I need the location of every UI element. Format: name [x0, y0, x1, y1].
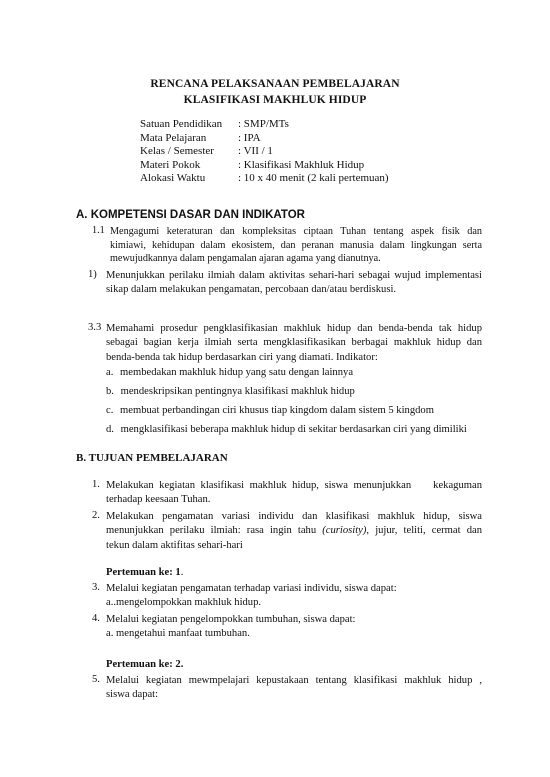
- objective-4-text: [106, 613, 355, 642]
- objective-1-text: [106, 479, 482, 508]
- text-line: a. mengetahui manfaat tumbuhan.: [106, 628, 250, 640]
- section-a-heading: A. KOMPETENSI DASAR DAN INDIKATOR: [76, 209, 305, 221]
- objective-3-text: [106, 582, 397, 611]
- indicator-list-item: [106, 366, 353, 380]
- meeting-dot: .: [180, 567, 184, 578]
- italic-term: (curiosity): [322, 525, 367, 537]
- meta-label: Alokasi Waktu: [140, 172, 206, 185]
- meta-row: [140, 118, 389, 132]
- objective-number: 2.: [92, 510, 100, 521]
- meta-row: [140, 132, 389, 146]
- text-line: kimiawi, kehidupan dalam ekosistem, dan peranan manusia dalam lingkungan serta: [110, 239, 482, 251]
- meta-value: : SMP/MTs: [238, 118, 289, 130]
- meta-row: [140, 159, 389, 173]
- objective-number: 5.: [92, 674, 100, 685]
- kd-3-3-text: [106, 322, 482, 365]
- text-line: Menunjukkan perilaku ilmiah dalam aktivitas sehari-hari sebagai wujud implementasi: [106, 270, 482, 281]
- indicator-list-item: [106, 423, 467, 437]
- text-span: menunjukkan perilaku ilmiah: rasa ingin tahu: [106, 525, 323, 537]
- meta-label: Materi Pokok: [140, 158, 201, 171]
- text-line: Melalui kegiatan pengamatan terhadap variasi individu, siswa dapat:: [106, 583, 397, 594]
- kd-1-1-text: [110, 225, 482, 266]
- indicator-list-item: [106, 385, 355, 399]
- text-line: benda-benda tak hidup berdasarkan ciri yang diamati. Indikator:: [106, 351, 378, 363]
- section-b-heading: B. TUJUAN PEMBELAJARAN: [76, 452, 228, 464]
- meta-row: [140, 172, 389, 186]
- kd-number: 3.3: [88, 322, 102, 333]
- meta-value: : IPA: [238, 131, 261, 144]
- list-text: mengklasifikasi beberapa makhluk hidup di sekitar berdasarkan ciri yang dimiliki: [120, 424, 467, 435]
- list-letter: c.: [106, 405, 114, 416]
- text-line: a..mengelompokkan makhluk hidup.: [106, 597, 262, 609]
- list-letter: d.: [106, 424, 114, 435]
- meeting-2-label: Pertemuan ke: 2.: [106, 659, 184, 670]
- text-line: Memahami prosedur pengklasifikasian makhluk hidup dan benda-benda tak hidup: [106, 323, 482, 334]
- document-title: RENCANA PELAKSANAAN PEMBELAJARAN: [150, 78, 400, 90]
- objective-number: 3.: [92, 582, 100, 593]
- meta-value: : Klasifikasi Makhluk Hidup: [238, 158, 365, 171]
- text-line: sikap dalam melakukan pengamatan, percobaan dan/atau berdiskusi.: [106, 284, 397, 296]
- indicator-list-item: [106, 404, 434, 418]
- text-line: [106, 524, 482, 538]
- list-letter: b.: [106, 386, 114, 397]
- objective-5-text: [106, 674, 482, 703]
- kd-number: 1.1: [92, 225, 105, 236]
- text-line: tekun dalam aktifitas sehari-hari: [106, 539, 243, 551]
- meta-label: Mata Pelajaran: [140, 131, 207, 144]
- list-text: mendeskripsikan pentingnya klasifikasi makhluk hidup: [120, 386, 355, 397]
- meeting-label: Pertemuan ke: 1: [106, 567, 181, 578]
- meta-label: Kelas / Semester: [140, 145, 214, 158]
- meta-value: : 10 x 40 menit (2 kali pertemuan): [238, 172, 389, 185]
- text-line: Melakukan pengamatan variasi individu dan klasifikasi makhluk hidup, siswa: [106, 511, 482, 522]
- list-letter: a.: [106, 367, 114, 378]
- objective-number: 1.: [92, 479, 100, 490]
- list-text: membedakan makhluk hidup yang satu dengan lainnya: [120, 367, 354, 378]
- meta-row: [140, 145, 389, 159]
- indicator-1-text: [106, 269, 482, 298]
- meeting-1-label: [106, 566, 183, 580]
- text-line: siswa dapat:: [106, 689, 159, 701]
- text-line: terhadap keesaan Tuhan.: [106, 494, 211, 506]
- objective-2-text: [106, 510, 482, 553]
- document-subtitle: KLASIFIKASI MAKHLUK HIDUP: [183, 94, 367, 106]
- meta-value: : VII / 1: [238, 145, 273, 158]
- meta-label: Satuan Pendidikan: [140, 118, 223, 130]
- text-line: Melakukan kegiatan klasifikasi makhluk hidup, siswa menunjukkan kekaguman: [106, 480, 482, 491]
- objective-number: 4.: [92, 613, 100, 624]
- text-span: , jujur, teliti, cermat dan: [366, 525, 482, 537]
- identity-table: [140, 118, 389, 186]
- indicator-number: 1): [88, 269, 97, 280]
- list-text: membuat perbandingan ciri khusus tiap kingdom dalam sistem 5 kingdom: [120, 405, 434, 416]
- text-line: Mengagumi keteraturan dan kompleksitas ciptaan Tuhan tentang aspek fisik dan: [110, 226, 482, 237]
- text-line: Melalui kegiatan mewmpelajari kepustakaan tentang klasifikasi makhluk hidup ,: [106, 675, 482, 686]
- text-line: sebagai bagian kerja ilmiah serta mengklasifikasikan berbagai makhluk hidup dan: [106, 337, 482, 349]
- text-line: mewujudkannya dalam pengamalan ajaran agama yang dianutnya.: [110, 253, 381, 265]
- text-line: Melalui kegiatan pengelompokkan tumbuhan, siswa dapat:: [106, 614, 356, 625]
